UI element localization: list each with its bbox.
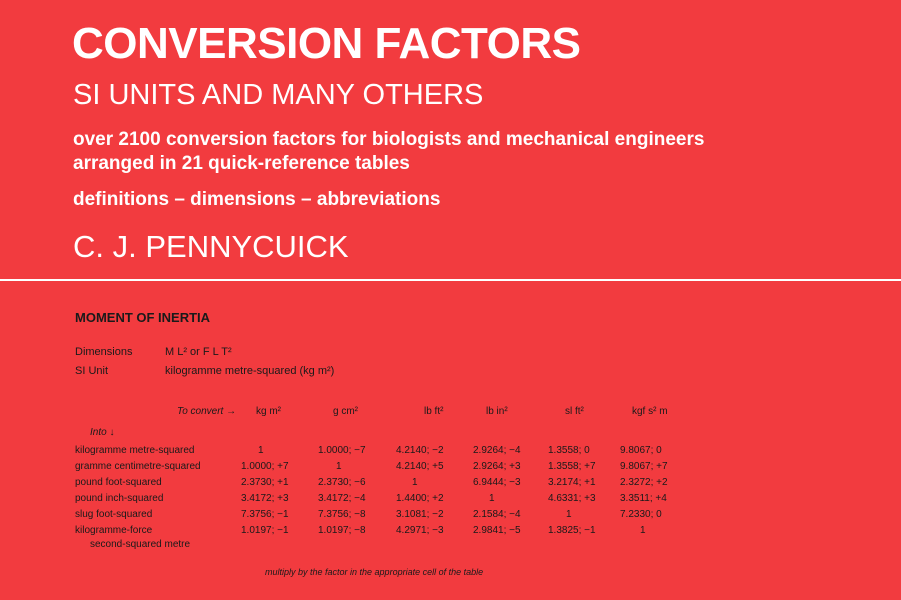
table-cell: 1.0000; +7 — [241, 461, 289, 472]
table-cell: 2.9841; −5 — [473, 525, 521, 536]
table-cell: 3.2174; +1 — [548, 477, 596, 488]
table-footnote: multiply by the factor in the appropriate cell of the table — [265, 567, 484, 577]
table-cell: 3.3511; +4 — [620, 493, 667, 504]
column-header: kg m² — [256, 406, 281, 417]
column-header: lb ft² — [424, 406, 444, 417]
table-cell: 4.2971; −3 — [396, 525, 444, 536]
column-header: lb in² — [486, 406, 508, 417]
table-cell: 4.2140; +5 — [396, 461, 444, 472]
book-author: C. J. PENNYCUICK — [73, 229, 349, 264]
table-cell: 1.3558; 0 — [548, 445, 590, 456]
blurb-line-2: arranged in 21 quick-reference tables — [73, 153, 410, 174]
table-cell: 1 — [489, 493, 495, 504]
table-cell: 1.3825; −1 — [548, 525, 596, 536]
table-cell: 9.8067; +7 — [620, 461, 668, 472]
table-cell: 2.9264; −4 — [473, 445, 521, 456]
column-header: sl ft² — [565, 406, 584, 417]
table-cell: 2.9264; +3 — [473, 461, 521, 472]
book-subtitle: SI UNITS AND MANY OTHERS — [73, 79, 484, 111]
dimensions-value: M L² or F L T² — [165, 346, 232, 358]
table-cell: 7.3756; −1 — [241, 509, 289, 520]
table-cell: 1 — [336, 461, 342, 472]
table-row-label: pound foot-squared — [75, 477, 162, 488]
table-cell: 1.3558; +7 — [548, 461, 596, 472]
table-cell: 7.2330; 0 — [620, 509, 662, 520]
book-title: CONVERSION FACTORS — [72, 19, 581, 68]
table-row-label: pound inch-squared — [75, 493, 164, 504]
table-cell: 1.0197; −1 — [241, 525, 289, 536]
table-cell: 1 — [640, 525, 646, 536]
to-convert-label: To convert → — [177, 406, 237, 417]
table-row-label: gramme centimetre-squared — [75, 461, 201, 472]
table-cell: 1.4400; +2 — [396, 493, 444, 504]
table-cell: 1.0000; −7 — [318, 445, 366, 456]
table-cell: 4.2140; −2 — [396, 445, 444, 456]
book-blurb — [73, 128, 704, 176]
into-label: Into ↓ — [90, 427, 115, 438]
table-cell: 1 — [412, 477, 418, 488]
si-unit-value: kilogramme metre-squared (kg m²) — [165, 365, 335, 377]
table-cell: 2.3730; +1 — [241, 477, 289, 488]
column-header: kgf s² m — [632, 406, 668, 417]
table-row-label: kilogramme metre-squared — [75, 445, 195, 456]
table-cell: 1 — [258, 445, 264, 456]
table-row-label-continuation: second-squared metre — [90, 539, 191, 550]
dimensions-label: Dimensions — [75, 346, 133, 358]
table-cell: 1.0197; −8 — [318, 525, 366, 536]
table-cell: 7.3756; −8 — [318, 509, 366, 520]
blurb-line-3: definitions – dimensions – abbreviations — [73, 189, 441, 210]
table-cell: 1 — [566, 509, 572, 520]
table-cell: 6.9444; −3 — [473, 477, 521, 488]
table-cell: 3.1081; −2 — [396, 509, 444, 520]
table-cell: 9.8067; 0 — [620, 445, 662, 456]
table-row-label: slug foot-squared — [75, 509, 153, 520]
table-cell: 4.6331; +3 — [548, 493, 596, 504]
table-row-label: kilogramme-force — [75, 525, 153, 536]
table-section-title: MOMENT OF INERTIA — [75, 310, 211, 325]
column-header: g cm² — [333, 406, 358, 417]
table-cell: 2.3730; −6 — [318, 477, 366, 488]
table-cell: 2.3272; +2 — [620, 477, 668, 488]
table-cell: 2.1584; −4 — [473, 509, 521, 520]
table-cell: 3.4172; +3 — [241, 493, 289, 504]
blurb-line-1: over 2100 conversion factors for biologists and mechanical engineers — [73, 129, 705, 150]
si-unit-label: SI Unit — [75, 365, 109, 377]
table-cell: 3.4172; −4 — [318, 493, 366, 504]
divider-rule — [0, 279, 901, 281]
